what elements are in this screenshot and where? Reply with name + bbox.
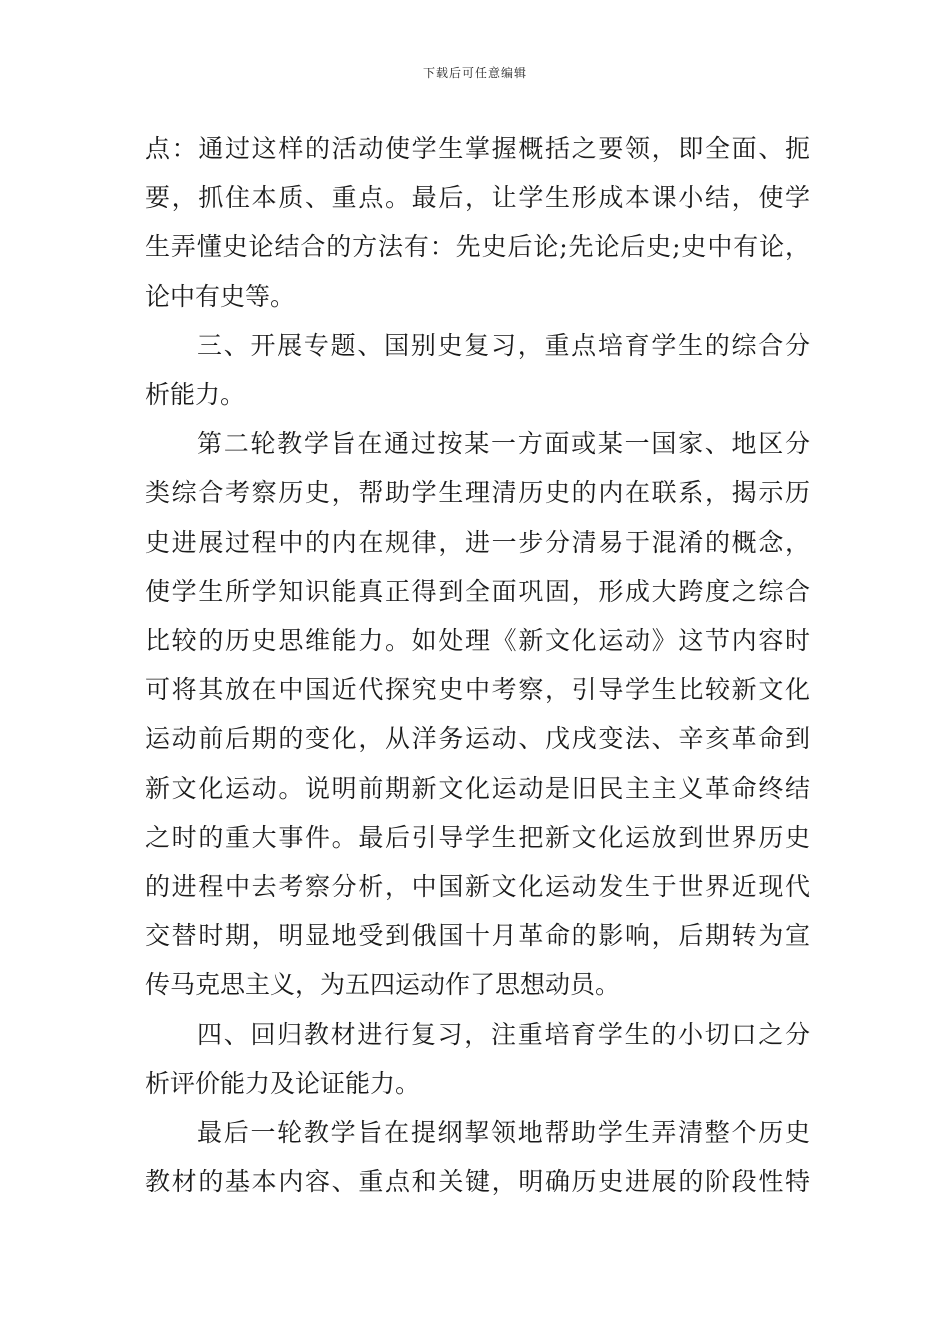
text-line: 比较的历史思维能力。如处理《新文化运动》这节内容时	[145, 626, 810, 656]
text-line: 点：通过这样的活动使学生掌握概括之要领，即全面、扼	[145, 134, 810, 163]
text-line: 史进展过程中的内在规律，进一步分清易于混淆的概念，	[145, 527, 810, 557]
text-line: 要，抓住本质、重点。最后，让学生形成本课小结，使学	[145, 183, 810, 213]
text-line: 第二轮教学旨在通过按某一方面或某一国家、地区分	[197, 429, 810, 459]
paragraph	[145, 124, 810, 321]
text-line: 教材的基本内容、重点和关键，明确历史进展的阶段性特	[145, 1167, 810, 1197]
page-header: 下载后可任意编辑	[422, 66, 527, 80]
text-line: 使学生所学知识能真正得到全面巩固，形成大跨度之综合	[145, 576, 810, 606]
paragraph	[145, 419, 810, 1009]
paragraph	[145, 1010, 810, 1108]
text-line: 最后一轮教学旨在提纲挈领地帮助学生弄清整个历史	[197, 1118, 810, 1148]
paragraph	[145, 321, 810, 419]
text-line: 析能力。	[145, 380, 246, 410]
text-line: 新文化运动。说明前期新文化运动是旧民主主义革命终结	[145, 773, 810, 803]
text-line: 之时的重大事件。最后引导学生把新文化运放到世界历史	[145, 822, 810, 852]
text-line: 传马克思主义，为五四运动作了思想动员。	[145, 970, 621, 1000]
text-line: 生弄懂史论结合的方法有：先史后论;先论后史;史中有论，	[145, 232, 810, 262]
text-line: 三、开展专题、国别史复习，重点培育学生的综合分	[197, 330, 810, 360]
text-line: 论中有史等。	[145, 281, 296, 311]
text-line: 类综合考察历史，帮助学生理清历史的内在联系，揭示历	[145, 478, 810, 508]
text-line: 交替时期，明显地受到俄国十月革命的影响，后期转为宣	[145, 921, 810, 951]
text-line: 四、回归教材进行复习，注重培育学生的小切口之分	[197, 1019, 810, 1049]
text-line: 析评价能力及论证能力。	[145, 1068, 421, 1098]
text-line: 运动前后期的变化，从洋务运动、戊戌变法、辛亥革命到	[145, 724, 810, 754]
text-line: 的进程中去考察分析，中国新文化运动发生于世界近现代	[145, 872, 810, 902]
text-line: 可将其放在中国近代探究史中考察，引导学生比较新文化	[145, 675, 810, 705]
document-body	[145, 124, 810, 1206]
paragraph	[145, 1108, 810, 1206]
